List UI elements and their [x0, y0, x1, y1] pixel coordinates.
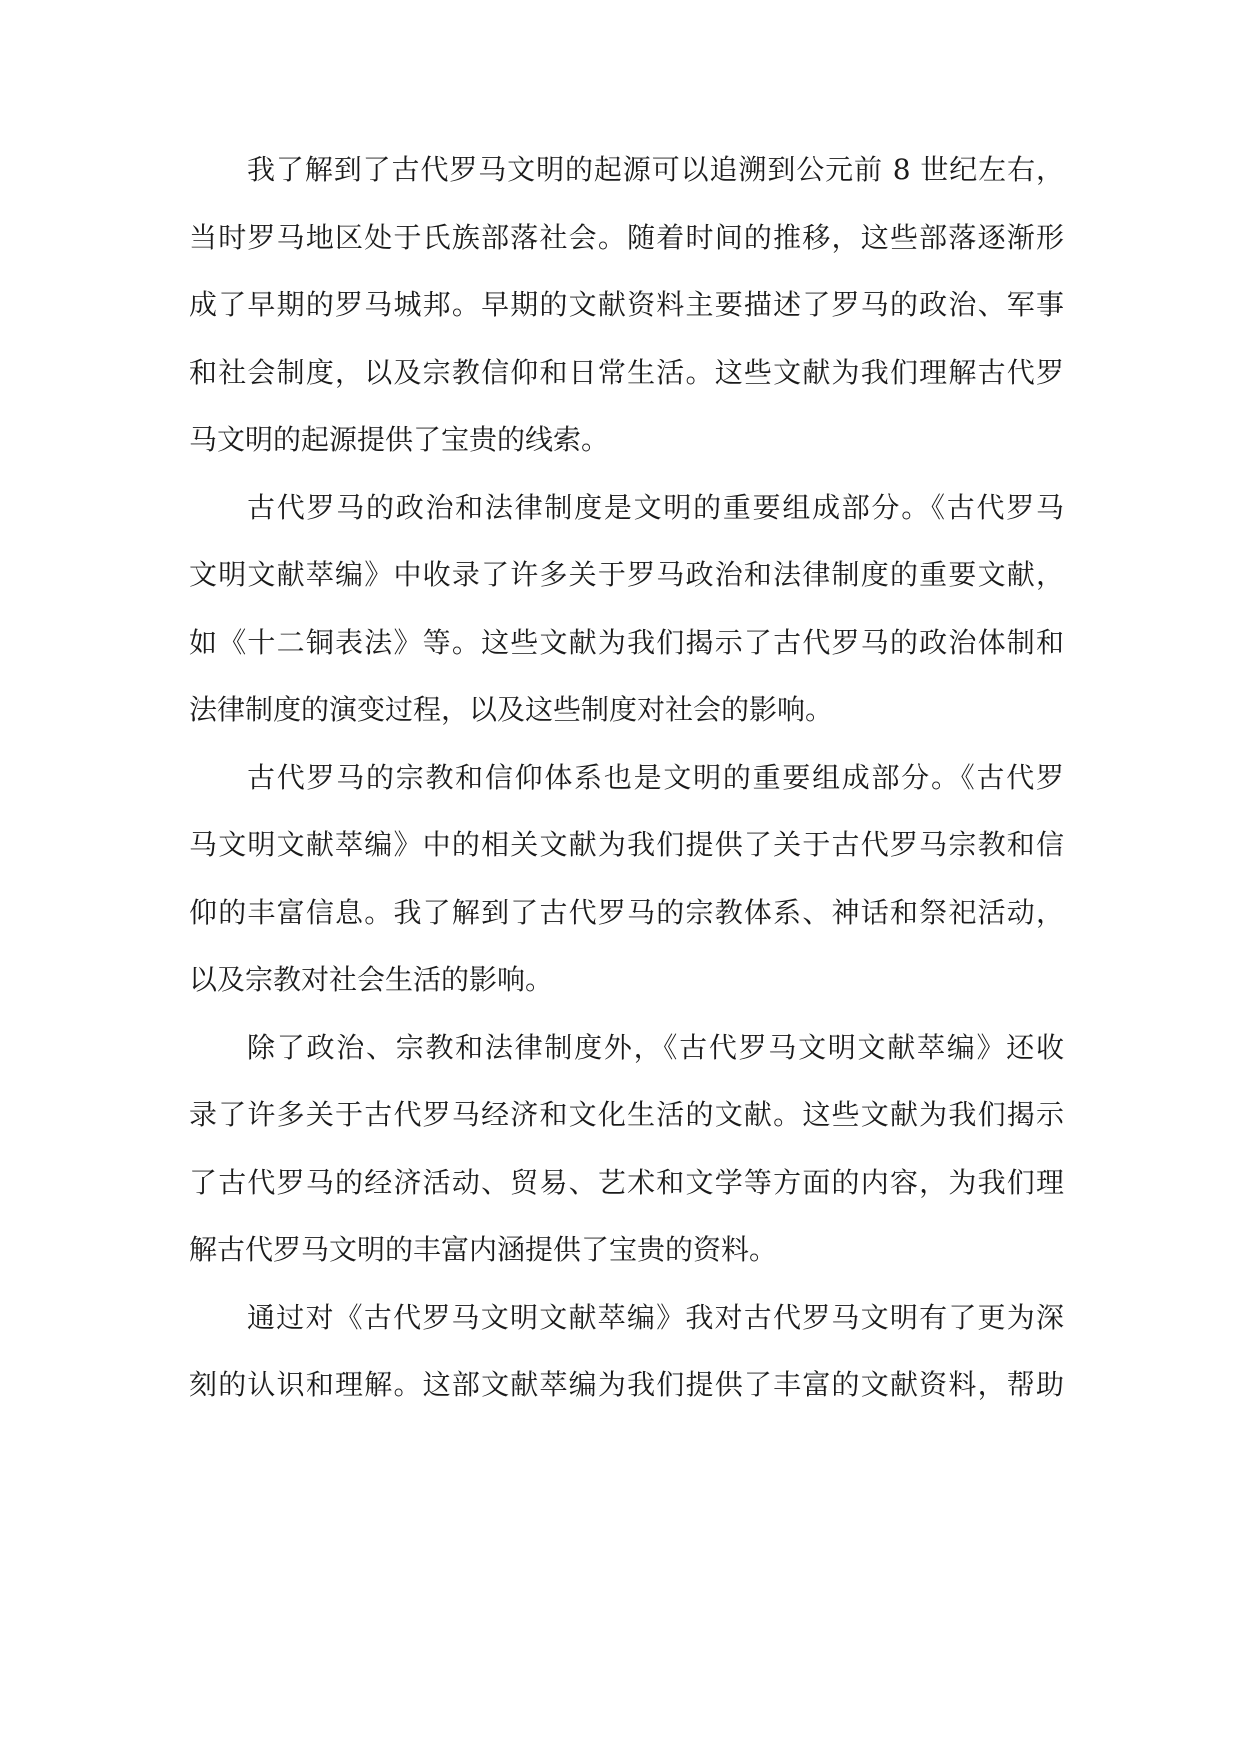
text-line: 如《十二铜表法》等。这些文献为我们揭示了古代罗马的政治体制和 [189, 625, 1064, 659]
text-line: 了古代罗马的经济活动、贸易、艺术和文学等方面的内容，为我们理 [189, 1165, 1064, 1199]
paragraph-economy-culture [189, 1028, 1064, 1298]
paragraph-religion [189, 758, 1064, 1028]
text-line: 我了解到了古代罗马文明的起源可以追溯到公元前 8 世纪左右， [247, 153, 1064, 186]
text-line: 刻的认识和理解。这部文献萃编为我们提供了丰富的文献资料，帮助 [189, 1368, 1064, 1401]
text-line: 文明文献萃编》中收录了许多关于罗马政治和法律制度的重要文献， [189, 558, 1064, 591]
text-line: 以及宗教对社会生活的影响。 [189, 963, 554, 996]
text-line: 仰的丰富信息。我了解到了古代罗马的宗教体系、神话和祭祀活动， [189, 895, 1064, 929]
text-line: 录了许多关于古代罗马经济和文化生活的文献。这些文献为我们揭示 [189, 1098, 1064, 1131]
document-body [189, 150, 1064, 1433]
text-line: 解古代罗马文明的丰富内涵提供了宝贵的资料。 [189, 1233, 778, 1266]
text-line: 马文明文献萃编》中的相关文献为我们提供了关于古代罗马宗教和信 [189, 828, 1064, 861]
text-line: 和社会制度，以及宗教信仰和日常生活。这些文献为我们理解古代罗 [189, 355, 1064, 389]
text-line: 当时罗马地区处于氏族部落社会。随着时间的推移，这些部落逐渐形 [189, 220, 1064, 254]
text-line: 成了早期的罗马城邦。早期的文献资料主要描述了罗马的政治、军事 [189, 288, 1064, 321]
paragraph-roman-origins [189, 150, 1064, 488]
text-line: 古代罗马的宗教和信仰体系也是文明的重要组成部分。《古代罗 [247, 760, 1064, 794]
paragraph-conclusion [189, 1298, 1064, 1433]
paragraph-politics-law [189, 488, 1064, 758]
text-line: 马文明的起源提供了宝贵的线索。 [189, 423, 610, 456]
text-line: 除了政治、宗教和法律制度外，《古代罗马文明文献萃编》还收 [247, 1030, 1064, 1064]
text-line: 古代罗马的政治和法律制度是文明的重要组成部分。《古代罗马 [247, 490, 1064, 524]
text-line: 通过对《古代罗马文明文献萃编》我对古代罗马文明有了更为深 [247, 1300, 1064, 1334]
text-line: 法律制度的演变过程，以及这些制度对社会的影响。 [189, 693, 834, 726]
